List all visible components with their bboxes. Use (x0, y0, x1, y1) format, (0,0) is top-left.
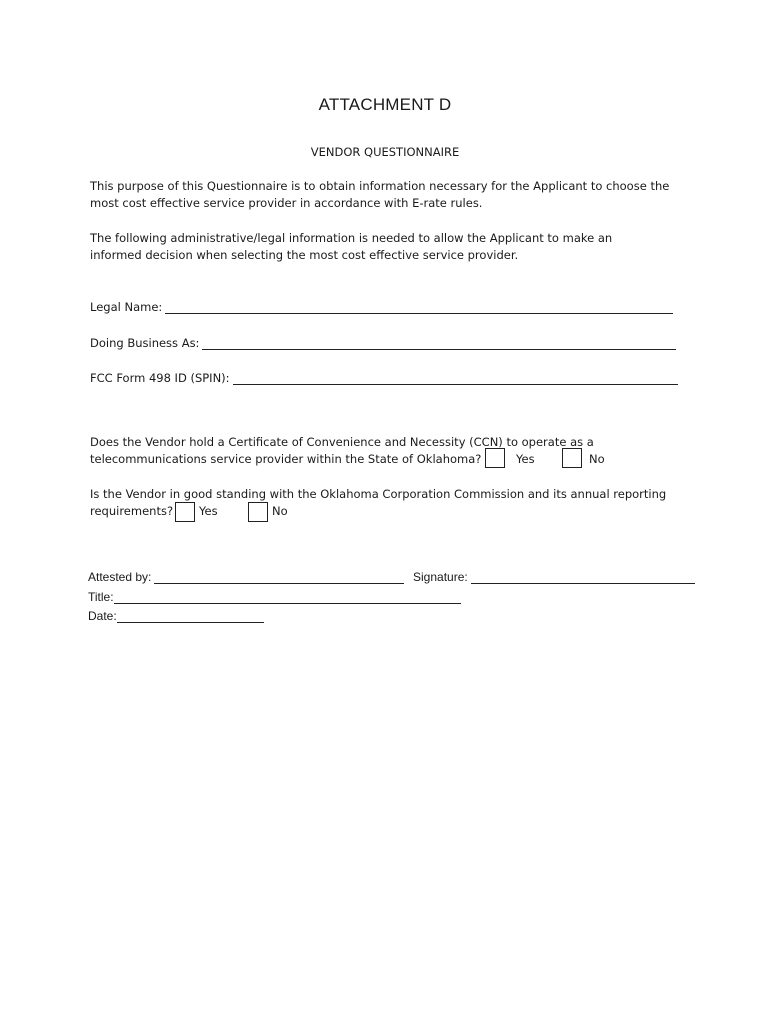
ccn-no-checkbox[interactable] (562, 448, 582, 468)
date-input-line[interactable] (117, 610, 264, 623)
standing-question-line-1: Is the Vendor in good standing with the Oklahoma Corporation Commission and its annual reporting (90, 487, 667, 501)
legal-name-label: Legal Name: (90, 300, 163, 314)
intro-2-line-2: informed decision when selecting the most cost effective service provider. (90, 248, 519, 262)
title-label: Title: (88, 590, 114, 604)
title-input-line[interactable] (114, 591, 461, 604)
page-title: ATTACHMENT D (318, 95, 452, 114)
legal-name-input-line[interactable] (165, 301, 673, 314)
legal-name-field (90, 300, 673, 314)
ccn-question-line-1: Does the Vendor hold a Certificate of Convenience and Necessity (CCN) to operate as a (90, 435, 594, 449)
ccn-question-line-2: telecommunications service provider within the State of Oklahoma? (90, 452, 482, 466)
signature-input-line[interactable] (471, 571, 695, 584)
signature-label: Signature: (413, 570, 468, 584)
date-label: Date: (88, 609, 117, 623)
fcc-spin-input-line[interactable] (233, 372, 678, 385)
standing-yes-checkbox[interactable] (175, 502, 195, 522)
standing-no-label: No (272, 504, 288, 518)
dba-field (90, 336, 676, 350)
ccn-yes-label: Yes (516, 452, 535, 466)
intro-paragraph-1 (90, 178, 690, 212)
dba-input-line[interactable] (202, 337, 676, 350)
attested-by-field (88, 570, 404, 584)
intro-1-line-1: This purpose of this Questionnaire is to obtain information necessary for the Applicant to choose the (90, 179, 670, 193)
ccn-no-label: No (589, 452, 605, 466)
title-field (88, 590, 461, 604)
attested-by-label: Attested by: (88, 570, 152, 584)
intro-2-line-1: The following administrative/legal information is needed to allow the Applicant to make an (90, 231, 613, 245)
page-subtitle: VENDOR QUESTIONNAIRE (310, 145, 460, 159)
signature-field (413, 570, 695, 584)
intro-paragraph-2 (90, 230, 690, 264)
standing-question-line-2: requirements? (90, 504, 174, 518)
date-field (88, 609, 264, 623)
fcc-spin-field (90, 371, 678, 385)
fcc-spin-label: FCC Form 498 ID (SPIN): (90, 371, 230, 385)
intro-1-line-2: most cost effective service provider in accordance with E-rate rules. (90, 196, 483, 210)
dba-label: Doing Business As: (90, 336, 200, 350)
standing-no-checkbox[interactable] (248, 502, 268, 522)
attested-by-input-line[interactable] (154, 571, 404, 584)
ccn-yes-checkbox[interactable] (485, 448, 505, 468)
standing-yes-label: Yes (199, 504, 218, 518)
